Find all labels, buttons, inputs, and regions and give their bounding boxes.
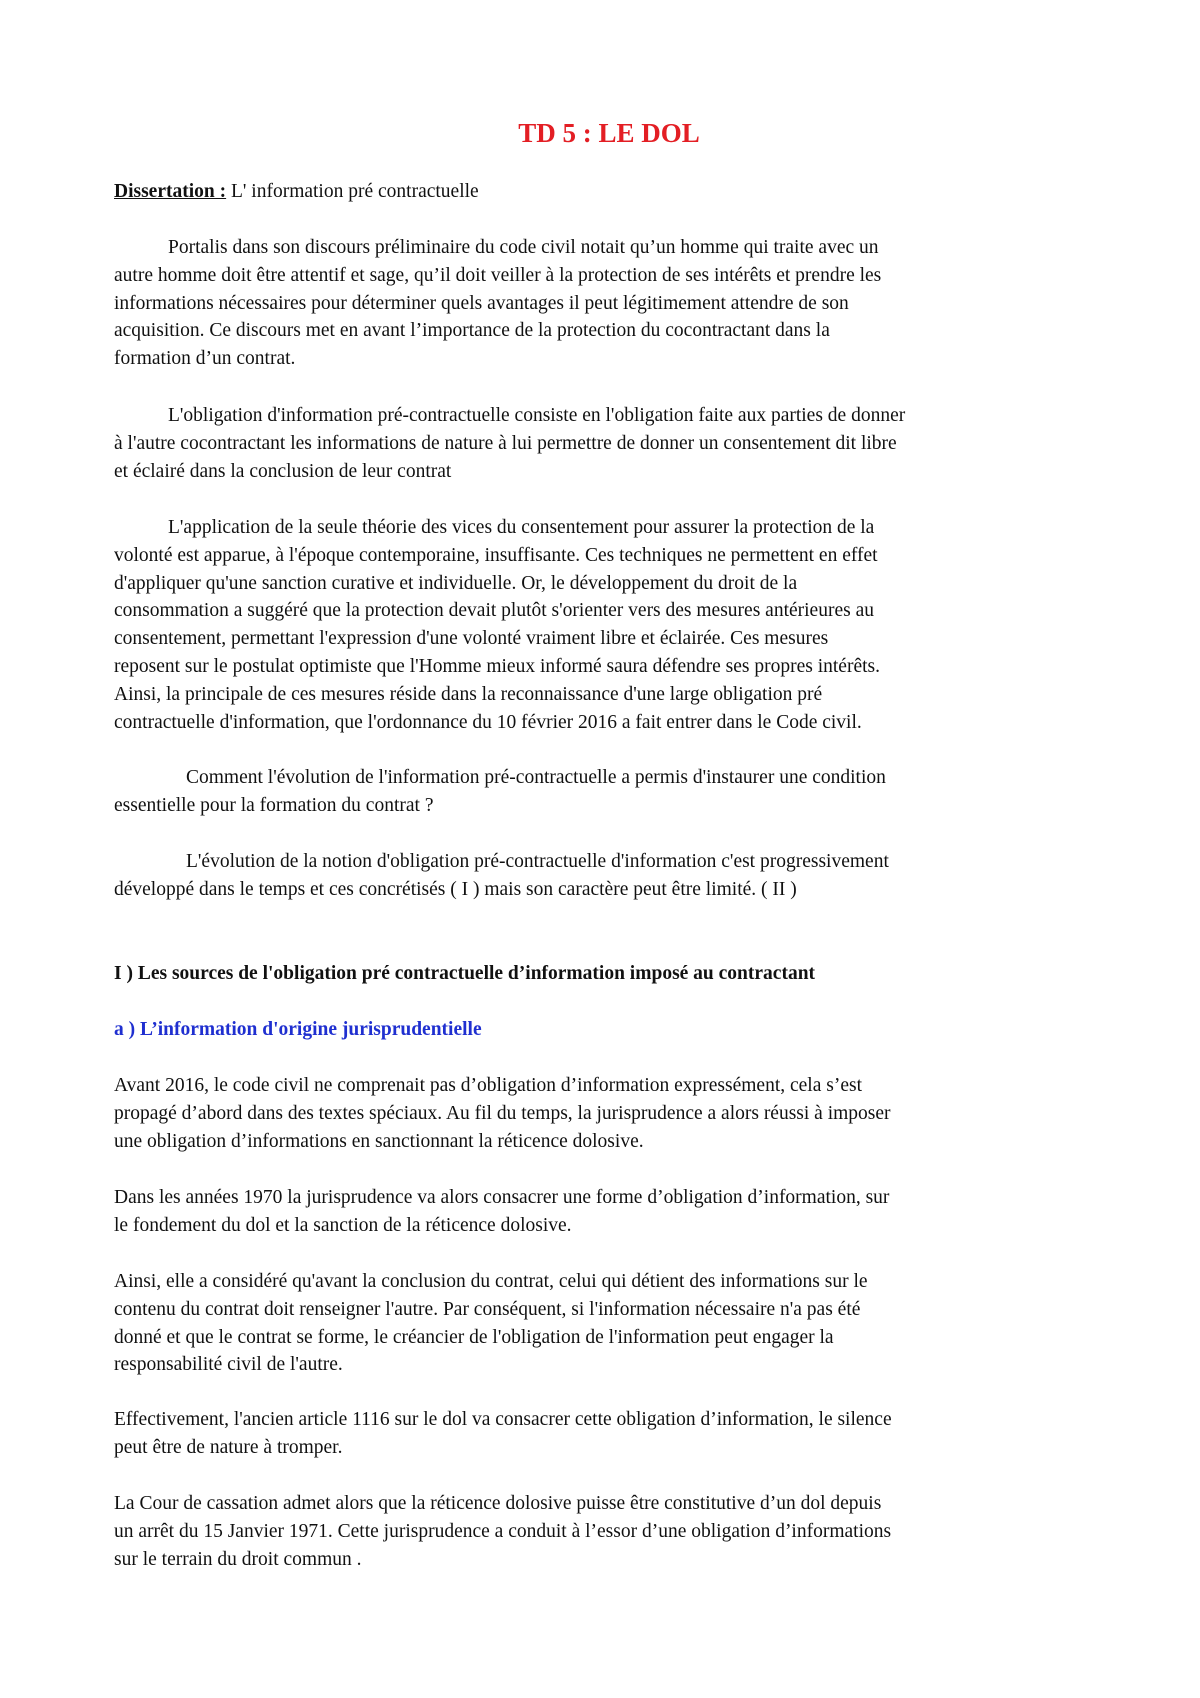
plan-announcement xyxy=(114,848,1104,904)
section-1-heading: I ) Les sources de l'obligation pré contractuelle d’information imposé au contractant xyxy=(114,963,816,984)
paragraph-line: d'appliquer qu'une sanction curative et individuelle. Or, le développement du droit de la xyxy=(114,572,798,594)
body-paragraph-5 xyxy=(114,1490,1104,1573)
dissertation-label: Dissertation : xyxy=(114,181,227,202)
paragraph-line: le fondement du dol et la sanction de la réticence dolosive. xyxy=(114,1214,572,1236)
subsection-a-heading: a ) L’information d'origine jurisprudentielle xyxy=(114,1019,482,1040)
paragraph-line: contractuelle d'information, que l'ordonnance du 10 février 2016 a fait entrer dans le Code civil. xyxy=(114,711,862,733)
body-paragraph-1 xyxy=(114,1072,1104,1155)
paragraph-line: acquisition. Ce discours met en avant l’importance de la protection du cocontractant dans la xyxy=(114,320,830,342)
body-paragraph-4 xyxy=(114,1406,1104,1462)
paragraph-line: autre homme doit être attentif et sage, qu’il doit veiller à la protection de ses intérêts et prendre les xyxy=(114,264,882,286)
paragraph-line: responsabilité civil de l'autre. xyxy=(114,1354,343,1376)
paragraph-line: un arrêt du 15 Janvier 1971. Cette jurisprudence a conduit à l’essor d’une obligation d’informations xyxy=(114,1520,892,1542)
paragraph-line: développé dans le temps et ces concrétisés ( I ) mais son caractère peut être limité. ( II ) xyxy=(114,878,797,900)
paragraph-line: essentielle pour la formation du contrat ? xyxy=(114,794,434,816)
paragraph-line: à l'autre cocontractant les informations de nature à lui permettre de donner un consentement dit libre xyxy=(114,432,897,454)
paragraph-line: propagé d’abord dans des textes spéciaux. Au fil du temps, la jurisprudence a alors réussi à imposer xyxy=(114,1102,891,1124)
paragraph-line: L'application de la seule théorie des vices du consentement pour assurer la protection de la xyxy=(168,517,875,538)
paragraph-line: Effectivement, l'ancien article 1116 sur le dol va consacrer cette obligation d’information, le silence xyxy=(114,1409,892,1430)
paragraph-line: Ainsi, elle a considéré qu'avant la conclusion du contrat, celui qui détient des informations sur le xyxy=(114,1271,868,1292)
paragraph-line: sur le terrain du droit commun . xyxy=(114,1548,362,1570)
paragraph-line: consentement, permettant l'expression d'une volonté vraiment libre et éclairée. Ces mesures xyxy=(114,628,829,650)
paragraph-line: Ainsi, la principale de ces mesures réside dans la reconnaissance d'une large obligation pré xyxy=(114,683,823,705)
paragraph-line: consommation a suggéré que la protection devait plutôt s'orienter vers des mesures antérieures au xyxy=(114,600,874,622)
dissertation-topic: L' information pré contractuelle xyxy=(226,181,479,202)
paragraph-line: Portalis dans son discours préliminaire du code civil notait qu’un homme qui traite avec un xyxy=(168,237,879,258)
paragraph-line: L'obligation d'information pré-contractuelle consiste en l'obligation faite aux parties de donner xyxy=(168,405,906,426)
paragraph-line: peut être de nature à tromper. xyxy=(114,1436,343,1458)
paragraph-line: une obligation d’informations en sanctionnant la réticence dolosive. xyxy=(114,1130,644,1152)
problem-statement xyxy=(114,764,1104,820)
paragraph-line: La Cour de cassation admet alors que la réticence dolosive puisse être constitutive d’un dol depuis xyxy=(114,1493,882,1514)
paragraph-line: volonté est apparue, à l'époque contemporaine, insuffisante. Ces techniques ne permettent en effet xyxy=(114,544,878,566)
paragraph-line: reposent sur le postulat optimiste que l'Homme mieux informé saura défendre ses propres intérêts. xyxy=(114,655,880,677)
paragraph-line: contenu du contrat doit renseigner l'autre. Par conséquent, si l'information nécessaire n'a pas été xyxy=(114,1298,861,1320)
paragraph-line: Dans les années 1970 la jurisprudence va alors consacrer une forme d’obligation d’information, sur xyxy=(114,1187,890,1208)
paragraph-line: donné et que le contrat se forme, le créancier de l'obligation de l'information peut engager la xyxy=(114,1326,834,1348)
body-paragraph-2 xyxy=(114,1184,1104,1240)
intro-paragraph-2 xyxy=(114,402,1104,485)
paragraph-line: formation d’un contrat. xyxy=(114,348,296,370)
body-paragraph-3 xyxy=(114,1268,1104,1379)
intro-paragraph-1 xyxy=(114,234,1104,373)
paragraph-line: Comment l'évolution de l'information pré-contractuelle a permis d'instaurer une condition xyxy=(186,767,886,788)
paragraph-line: informations nécessaires pour déterminer quels avantages il peut légitimement attendre de son xyxy=(114,292,849,314)
paragraph-line: et éclairé dans la conclusion de leur contrat xyxy=(114,460,452,482)
paragraph-line: Avant 2016, le code civil ne comprenait pas d’obligation d’information expressément, cela s’est xyxy=(114,1075,862,1096)
document-title: TD 5 : LE DOL xyxy=(518,118,700,148)
dissertation-line xyxy=(114,178,1104,206)
paragraph-line: L'évolution de la notion d'obligation pré-contractuelle d'information c'est progressivement xyxy=(186,851,889,872)
intro-paragraph-3 xyxy=(114,514,1104,736)
